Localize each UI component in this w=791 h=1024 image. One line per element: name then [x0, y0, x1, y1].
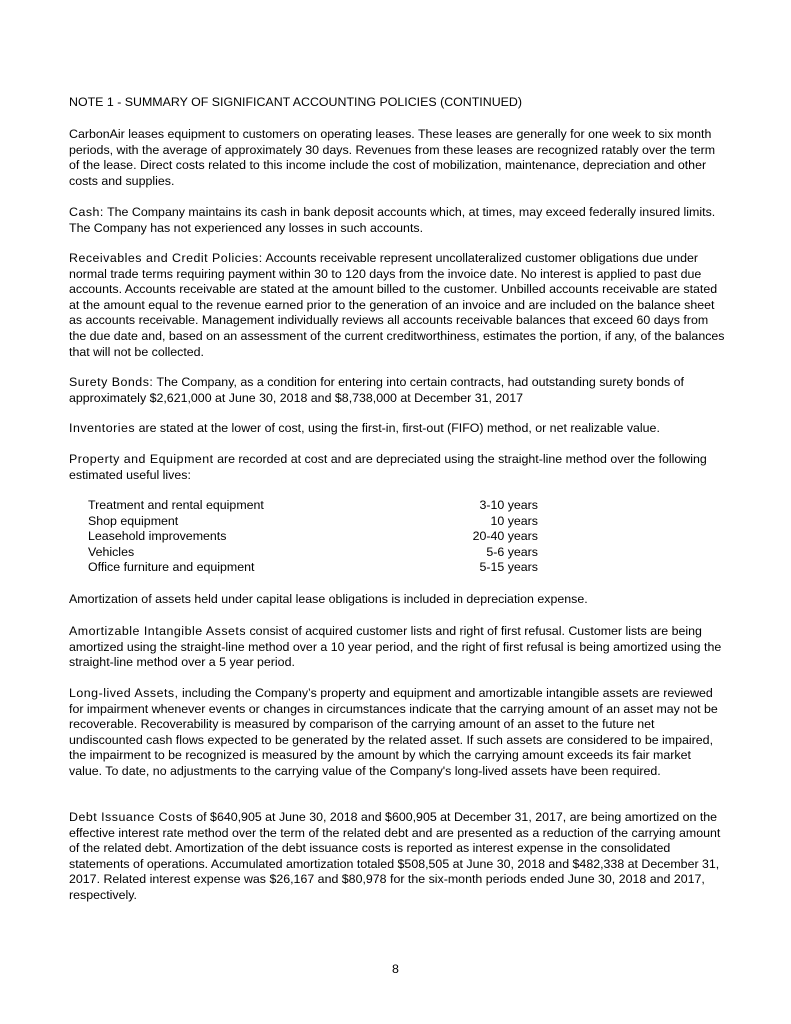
surety-text: The Company, as a condition for entering into certain contracts, had outstanding surety bonds of approximately $2,621,000 at June 30, 2018 and $8,738,000 at December 31, 2017 — [69, 375, 684, 405]
page-number: 8 — [392, 962, 399, 976]
intangibles-term: Amortizable Intangible Assets — [69, 624, 247, 638]
surety-paragraph — [69, 375, 725, 406]
inventories-text: are stated at the lower of cost, using the first-in, first-out (FIFO) method, or net realizable value. — [135, 421, 660, 435]
intangibles-paragraph — [69, 624, 725, 671]
cash-term: Cash: — [69, 205, 104, 219]
cash-paragraph — [69, 205, 725, 236]
asset-name: Leasehold improvements — [88, 529, 227, 544]
longlived-paragraph — [69, 686, 725, 780]
asset-name: Vehicles — [88, 544, 135, 559]
useful-lives-table — [88, 498, 538, 576]
table-row — [88, 560, 538, 576]
table-row — [88, 514, 538, 530]
debt-text: of $640,905 at June 30, 2018 and $600,905 at December 31, 2017, are being amortized on the effective interest rate method over the term of the related debt and are presented as a reduction of the carrying amount of the related debt. Amortization of the debt issuance costs is reported as interest expense in the consolidated statements of operations. Accumulated amortization totaled $508,505 at June 30, 2018 and $482,338 at December 31, 2017. Related interest expense was $26,167 and $80,978 for the six-month periods ended June 30, 2018 and 2017, respectively. — [69, 810, 721, 902]
property-term: Property and Equipment — [69, 452, 214, 466]
asset-life: 20-40 years — [472, 529, 538, 544]
property-paragraph — [69, 452, 725, 483]
longlived-term: Long-lived Assets, — [69, 686, 179, 700]
asset-name: Treatment and rental equipment — [88, 498, 264, 512]
table-row — [88, 529, 538, 545]
debt-paragraph — [69, 810, 725, 904]
amortization-paragraph: Amortization of assets held under capital lease obligations is included in depreciation expense. — [69, 592, 588, 606]
property-text: are recorded at cost and are depreciated using the straight-line method over the following estimated useful lives: — [69, 452, 707, 482]
asset-life: 3-10 years — [479, 498, 538, 512]
note-heading: NOTE 1 - SUMMARY OF SIGNIFICANT ACCOUNTING POLICIES (CONTINUED) — [69, 95, 522, 109]
asset-name: Shop equipment — [88, 513, 179, 528]
asset-life: 5-6 years — [486, 544, 538, 559]
receivables-term: Receivables and Credit Policies: — [69, 251, 263, 265]
table-row — [88, 545, 538, 561]
intro-paragraph: CarbonAir leases equipment to customers on operating leases. These leases are generally for one week to six month periods, with the average of approximately 30 days. Revenues from these leases are recognized ratably over the term of the lease. Direct costs related to this income include the cost of mobilization, maintenance, depreciation and other costs and supplies. — [69, 127, 716, 188]
cash-text: The Company maintains its cash in bank deposit accounts which, at times, may exceed federally insured limits. The Company has not experienced any losses in such accounts. — [69, 205, 716, 235]
receivables-text: Accounts receivable represent uncollateralized customer obligations due under normal trade terms requiring payment within 30 to 120 days from the invoice date. No interest is applied to past due accounts. Accounts receivable are stated at the amount billed to the customer. Unbilled accounts receivable are stated at the amount equal to the revenue earned prior to the generation of an invoice and are included on the balance sheet as accounts receivable. Management individually reviews all accounts receivable balances that exceed 60 days from the due date and, based on an assessment of the current creditworthiness, estimates the portion, if any, of the balances that will not be collected. — [69, 251, 725, 359]
intangibles-text: consist of acquired customer lists and right of first refusal. Customer lists are being amortized using the straight-line method over a 10 year period, and the right of first refusal is being amortized using the straight-line method over a 5 year period. — [69, 624, 722, 670]
longlived-text: including the Company’s property and equipment and amortizable intangible assets are reviewed for impairment whenever events or changes in circumstances indicate that the carrying amount of an asset may not be recoverable. Recoverability is measured by comparison of the carrying amount of an asset to the future net undiscounted cash flows expected to be generated by the related asset. If such assets are considered to be impaired, the impairment to be recognized is measured by the amount by which the carrying amount exceeds its fair market value. To date, no adjustments to the carrying value of the Company's long-lived assets have been required. — [69, 686, 718, 778]
debt-term: Debt Issuance Costs — [69, 810, 193, 824]
asset-life: 10 years — [490, 513, 538, 528]
asset-life: 5-15 years — [479, 560, 538, 575]
asset-name: Office furniture and equipment — [88, 560, 255, 575]
inventories-paragraph — [69, 421, 725, 437]
inventories-term: Inventories — [69, 421, 136, 435]
table-row — [88, 498, 538, 514]
surety-term: Surety Bonds: — [69, 375, 154, 389]
receivables-paragraph — [69, 251, 725, 360]
